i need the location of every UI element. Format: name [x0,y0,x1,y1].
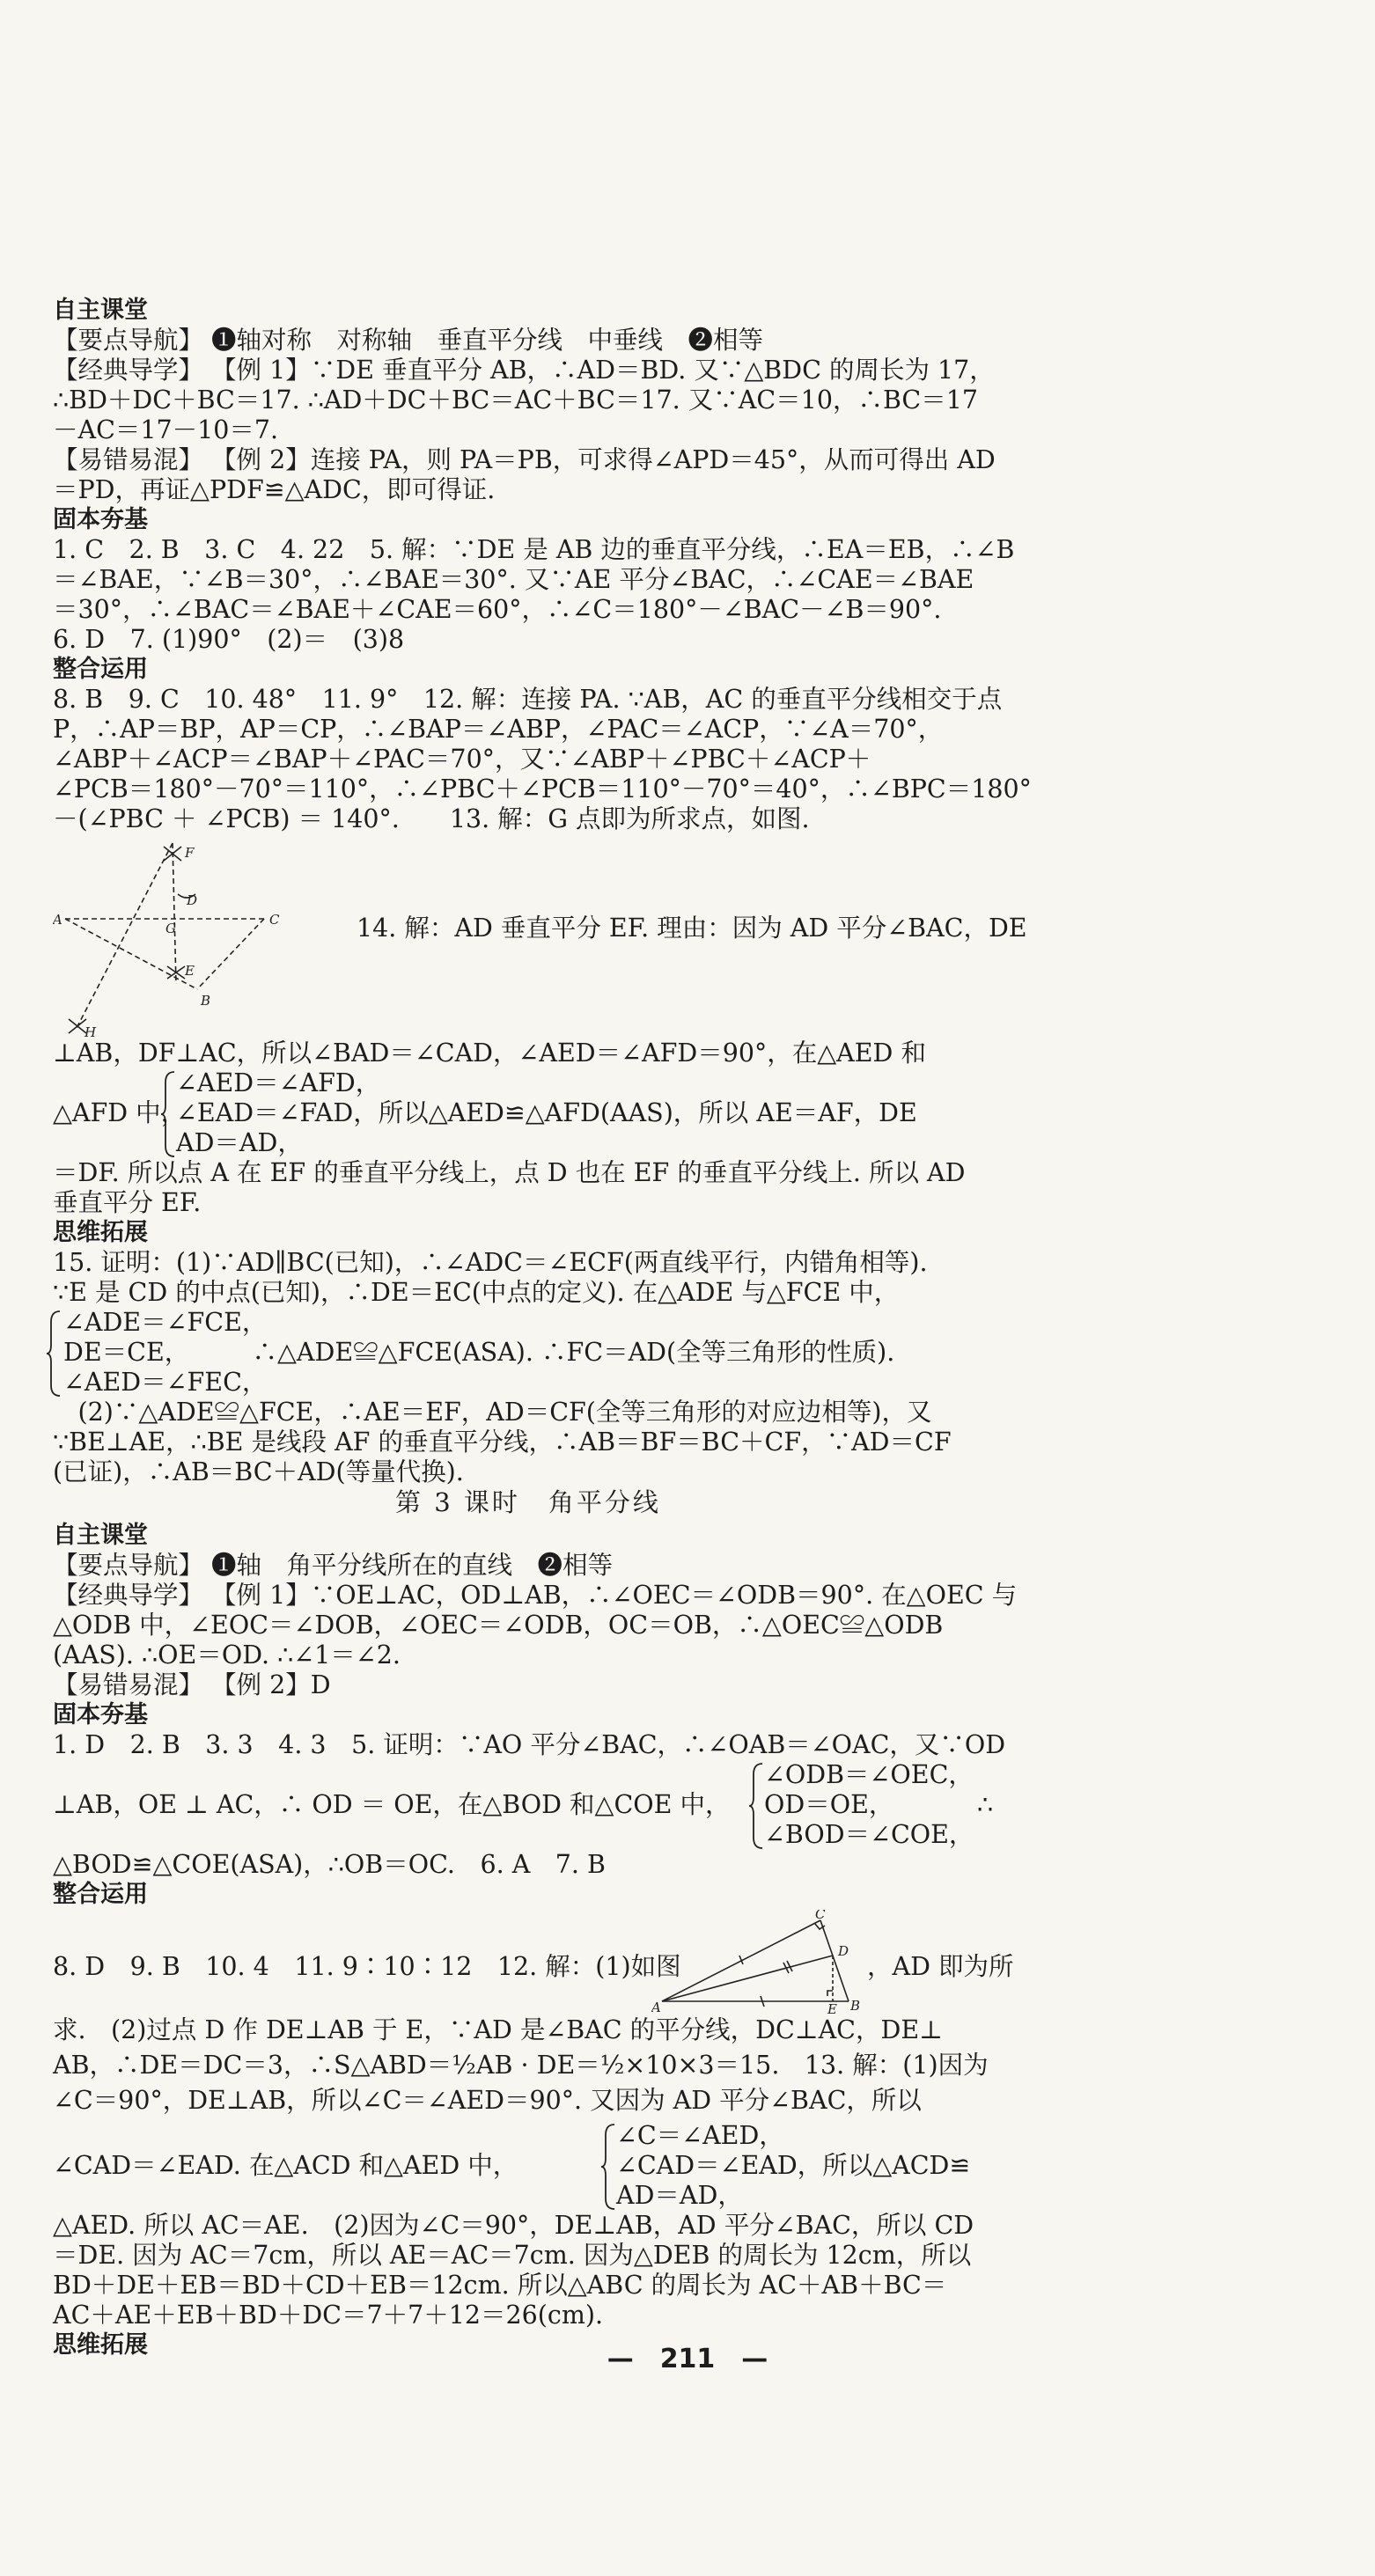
text-line: AB，∴DE＝DC＝3，∴S△ABD＝½AB · DE＝½×10×3＝15. 13. 解：(1)因为 [53,2051,989,2080]
brace-line: DE＝CE， ∴△ADE≌△FCE(ASA). ∴FC＝AD(全等三角形的性质). [63,1338,895,1367]
text-line: ＝∠BAE，∵∠B＝30°，∴∠BAE＝30°. 又∵AE 平分∠BAC，∴∠CAE＝∠BAE [53,565,974,594]
brace-line: ∠ADE＝∠FCE， [63,1308,268,1337]
text-line: ∵BE⊥AE，∴BE 是线段 AF 的垂直平分线，∴AB＝BF＝BC＋CF，∵AD＝CF [53,1427,952,1457]
text-line: ∠ABP＋∠ACP＝∠BAP＋∠PAC＝70°，又∵∠ABP＋∠PBC＋∠ACP＋ [53,745,871,774]
answer-column [53,296,1032,2360]
geometry-figure-angle-bisector [651,1910,863,2014]
figure-block-12 [53,1910,1014,2015]
text-line: 1. C 2. B 3. C 4. 22 5. 解：∵DE 是 AB 边的垂直平分线，∴EA＝EB，∴∠B [53,535,1015,564]
text-line: ，AD 即为所 [867,1952,1014,1981]
geometry-figure-perpendicular-bisectors [53,834,335,1038]
text-line: 【经典导学】 【例 1】∵OE⊥AC，OD⊥AB，∴∠OEC＝∠ODB＝90°. 在△OEC 与 [53,1581,1018,1610]
point-label-F: F [185,845,195,861]
point-label-A: A [651,2000,661,2014]
point-label-G: G [165,921,176,936]
page-number [0,2337,1375,2375]
page-number-value: 211 [659,2344,716,2374]
condition-group [53,1308,1004,1398]
point-label-D: D [838,1943,849,1959]
brace-icon [160,1070,176,1158]
brace-line: AD＝AD， [176,1128,303,1157]
text-line: －(∠PBC ＋ ∠PCB) ＝ 140°. 13. 解：G 点即为所求点，如图. [53,804,810,833]
text-line: △BOD≌△COE(ASA)，∴OB＝OC. 6. A 7. B [53,1850,606,1879]
condition-group [53,1760,1004,1850]
text-line: 8. D 9. B 10. 4 11. 9∶10∶12 12. 解：(1)如图 [53,1952,681,1981]
heading-zhenghe-yunyong: 整合运用 [53,1881,148,1908]
point-label-B: B [850,1998,861,2014]
brace-icon [748,1762,764,1850]
heading-zizhu-ketang: 自主课堂 [53,297,148,324]
text-line: ∠CAD＝∠EAD. 在△ACD 和△AED 中， [53,2151,518,2180]
text-line: 【易错易混】 【例 2】连接 PA，则 PA＝PB，可求得∠APD＝45°，从而可得出 AD [53,445,996,474]
heading-siwei-tuozhan: 思维拓展 [53,2331,148,2359]
text-line: △AFD 中， [53,1098,187,1127]
brace-line: ∠EAD＝∠FAD，所以△AED≌△AFD(AAS)，所以 AE＝AF，DE [176,1098,917,1127]
brace-line: ∠AED＝∠FEC， [63,1368,268,1397]
text-line: ＝DF. 所以点 A 在 EF 的垂直平分线上，点 D 也在 EF 的垂直平分线上. 所以 AD [53,1158,966,1187]
heading-siwei-tuozhan: 思维拓展 [53,1219,148,1246]
text-line: ⊥AB，DF⊥AC，所以∠BAD＝∠CAD，∠AED＝∠AFD＝90°，在△AED 和 [53,1038,926,1068]
point-label-B: B [201,993,211,1009]
point-label-C: C [269,912,280,928]
text-line: 垂直平分 EF. [53,1188,202,1217]
heading-guben-hangji: 固本夯基 [53,1701,148,1728]
condition-group [53,2121,1004,2211]
text-line: 求. (2)过点 D 作 DE⊥AB 于 E，∵AD 是∠BAC 的平分线，DC⊥AC，DE⊥ [53,2015,943,2044]
text-line: ∴ [977,1790,994,1819]
text-line: ＝DE. 因为 AC＝7cm，所以 AE＝AC＝7cm. 因为△DEB 的周长为 12cm，所以 [53,2241,972,2270]
text-line: 8. B 9. C 10. 48° 11. 9° 12. 解：连接 PA. ∵AB，AC 的垂直平分线相交于点 [53,685,1003,714]
text-line: －AC＝17－10＝7. [53,415,279,444]
text-line: 【易错易混】 【例 2】D [53,1670,331,1699]
text-line: 15. 证明：(1)∵AD∥BC(已知)，∴∠ADC＝∠ECF(两直线平行，内错角相等). [53,1248,928,1277]
text-line: ⊥AB，OE ⊥ AC，∴ OD ＝ OE，在△BOD 和△COE 中， [53,1790,731,1819]
lesson-title: 第 3 课时 角平分线 [395,1487,661,1517]
point-label-H: H [85,1024,97,1038]
text-line: △ODB 中，∠EOC＝∠DOB，∠OEC＝∠ODB，OC＝OB，∴△OEC≌△ODB [53,1611,944,1640]
text-line: (AAS). ∴OE＝OD. ∴∠1＝∠2. [53,1640,401,1670]
text-line: ＝30°，∴∠BAC＝∠BAE＋∠CAE＝60°，∴∠C＝180°－∠BAC－∠B＝90°. [53,595,942,624]
text-line: ∵E 是 CD 的中点(已知)，∴DE＝EC(中点的定义). 在△ADE 与△FCE 中， [53,1278,900,1307]
point-label-E: E [827,2001,837,2014]
text-line: AC＋AE＋EB＋BD＋DC＝7＋7＋12＝26(cm). [53,2301,604,2330]
figure-block-13 [53,834,1027,1038]
brace-line: ∠C＝∠AED， [616,2121,784,2150]
text-line: ＝PD，再证△PDF≌△ADC，即可得证. [53,475,496,504]
heading-guben-hangji: 固本夯基 [53,506,148,533]
point-label-E: E [185,963,195,979]
text-line: 【要点导航】 ❶轴 角平分线所在的直线 ❷相等 [53,1551,614,1580]
text-line: 14. 解：AD 垂直平分 EF. 理由：因为 AD 平分∠BAC，DE [357,914,1027,943]
text-line: BD＋DE＋EB＝BD＋CD＋EB＝12cm. 所以△ABC 的周长为 AC＋AB＋BC＝ [53,2271,947,2300]
text-line: 1. D 2. B 3. 3 4. 3 5. 证明：∵AO 平分∠BAC，∴∠OAB＝∠OAC，又∵OD [53,1730,1006,1759]
point-label-C: C [815,1910,826,1922]
text-line: (2)∵△ADE≌△FCE，∴AE＝EF，AD＝CF(全等三角形的对应边相等)，又 [53,1398,932,1427]
brace-line: ∠CAD＝∠EAD，所以△ACD≌ [616,2151,971,2180]
text-line: ∠PCB＝180°－70°＝110°，∴∠PBC＋∠PCB＝110°－70°＝40°，∴∠BPC＝180° [53,774,1032,804]
text-line: (已证)，∴AB＝BC＋AD(等量代换). [53,1457,464,1486]
brace-line: OD＝OE， [764,1790,894,1819]
text-line: 【经典导学】 【例 1】∵DE 垂直平分 AB，∴AD＝BD. 又∵△BDC 的周长为 17， [53,356,995,385]
text-line: △AED. 所以 AC＝AE. (2)因为∠C＝90°，DE⊥AB，AD 平分∠BAC，所以 CD [53,2211,974,2240]
text-line: ∠C＝90°，DE⊥AB，所以∠C＝∠AED＝90°. 又因为 AD 平分∠BAC，所以 [53,2086,922,2115]
condition-group [53,1068,1004,1158]
brace-line: ∠BOD＝∠COE， [764,1820,974,1849]
point-label-D: D [187,892,198,908]
page-number-dash-left: — [607,2344,660,2374]
text-line: 6. D 7. (1)90° (2)＝ (3)8 [53,625,405,654]
brace-icon [46,1310,62,1398]
brace-icon [600,2123,616,2211]
heading-zhenghe-yunyong: 整合运用 [53,656,148,683]
brace-line: ∠ODB＝∠OEC， [764,1760,974,1789]
brace-line: ∠AED＝∠AFD， [176,1068,381,1097]
text-line: P，∴AP＝BP，AP＝CP，∴∠BAP＝∠ABP，∠PAC＝∠ACP，∵∠A＝70°， [53,715,944,744]
text-line: ∴BD＋DC＋BC＝17. ∴AD＋DC＋BC＝AC＋BC＝17. 又∵AC＝10，∴BC＝17 [53,385,978,415]
heading-zizhu-ketang: 自主课堂 [53,1522,148,1549]
point-label-A: A [53,912,62,928]
brace-line: AD＝AD， [616,2181,743,2210]
text-line: 【要点导航】 ❶轴对称 对称轴 垂直平分线 中垂线 ❷相等 [53,326,764,355]
page-number-dash-right: — [715,2344,768,2374]
